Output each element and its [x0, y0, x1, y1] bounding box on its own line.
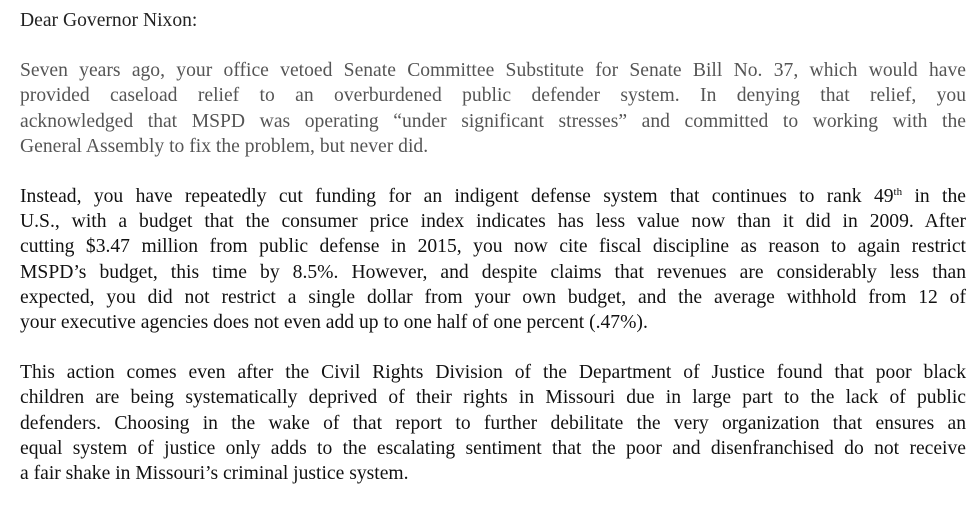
ordinal-suffix: th — [893, 186, 903, 199]
text-line: cutting $3.47 million from public defense in 2015, you now cite fiscal discipline as reason to again restrict — [20, 236, 966, 258]
text-line: This action comes even after the Civil Rights Division of the Department of Justice found that poor black — [20, 362, 966, 384]
text-line: children are being systematically deprived of their rights in Missouri due in large part to the lack of public — [20, 387, 966, 409]
text-line: expected, you did not restrict a single dollar from your own budget, and the average withhold from 12 of — [20, 286, 966, 308]
text-segment: Instead, you have repeatedly cut funding for an indigent defense system that continues to rank 49 — [20, 186, 894, 208]
text-line: equal system of justice only adds to the escalating sentiment that the poor and disenfranchised do not receive — [20, 437, 966, 459]
text-line: defenders. Choosing in the wake of that report to further debilitate the very organization that ensures an — [20, 412, 966, 434]
letter-body — [20, 8, 966, 486]
text-line: a fair shake in Missouri’s criminal justice system. — [20, 463, 409, 485]
paragraph-funding — [20, 184, 966, 335]
paragraph-civil-rights — [20, 360, 966, 486]
salutation: Dear Governor Nixon: — [20, 10, 198, 31]
text-line: your executive agencies does not even add up to one half of one percent (.47%). — [20, 312, 648, 334]
text-line: provided caseload relief to an overburdened public defender system. In denying that relief, you — [20, 85, 966, 107]
text-line: MSPD’s budget, this time by 8.5%. However, and despite claims that revenues are considerably less than — [20, 261, 966, 283]
text-segment: in the — [902, 186, 966, 208]
text-line: General Assembly to fix the problem, but never did. — [20, 135, 429, 157]
text-line: U.S., with a budget that the consumer price index indicates has less value now than it did in 2009. After — [20, 211, 966, 233]
text-line — [20, 184, 966, 209]
text-line: acknowledged that MSPD was operating “under significant stresses” and committed to working with the — [20, 110, 966, 132]
text-line: Seven years ago, your office vetoed Senate Committee Substitute for Senate Bill No. 37, which would have — [20, 60, 966, 82]
paragraph-veto — [20, 58, 966, 159]
